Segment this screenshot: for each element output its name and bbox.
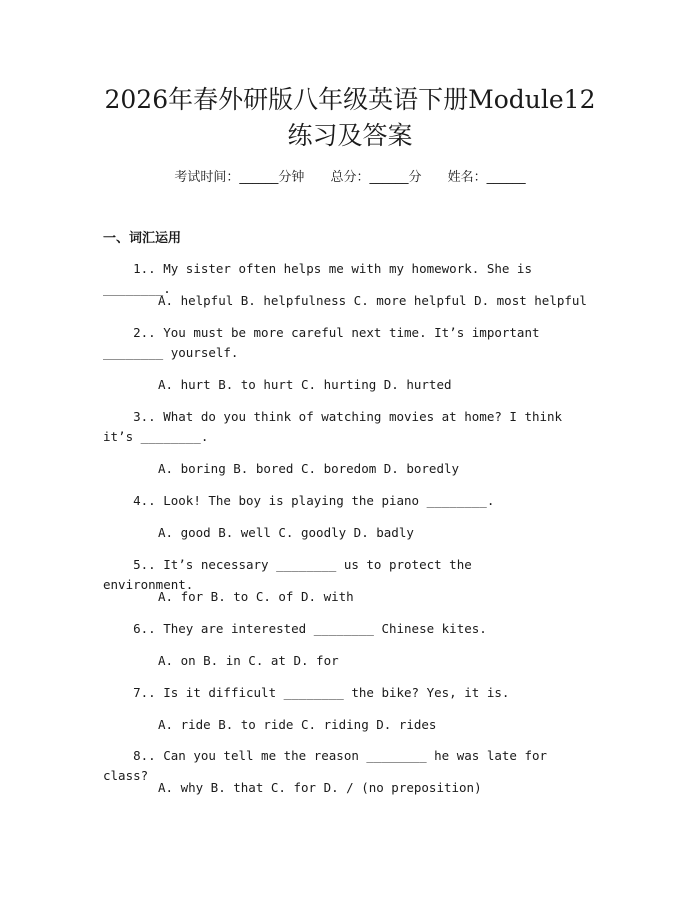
question-8: 8.. Can you tell me the reason ________ he was late for class? bbox=[103, 748, 555, 783]
question-7: 7.. Is it difficult ________ the bike? Yes, it is. bbox=[103, 685, 510, 700]
question-5: 5.. It’s necessary ________ us to protect the environment. bbox=[103, 557, 480, 592]
question-4: 4.. Look! The boy is playing the piano ________. bbox=[103, 493, 495, 508]
section-title: 一、词汇运用 bbox=[103, 231, 182, 246]
question-1: 1.. My sister often helps me with my homework. She is ________. bbox=[103, 261, 540, 296]
question-7-options: A. ride B. to ride C. riding D. rides bbox=[158, 717, 437, 732]
question-1-options: A. helpful B. helpfulness C. more helpful D. most helpful bbox=[158, 293, 587, 308]
question-2: 2.. You must be more careful next time. It’s important ________ yourself. bbox=[103, 325, 548, 360]
time-label: 考试时间：______分钟 bbox=[174, 170, 305, 185]
question-2-options: A. hurt B. to hurt C. hurting D. hurted bbox=[158, 377, 452, 392]
question-8-options: A. why B. that C. for D. / (no preposition) bbox=[158, 780, 482, 795]
page-title-line2: 练习及答案 bbox=[287, 121, 413, 150]
question-3: 3.. What do you think of watching movies at home? I think it’s ________. bbox=[103, 409, 570, 444]
question-3-options: A. boring B. bored C. boredom D. boredly bbox=[158, 461, 460, 476]
title-block bbox=[60, 82, 640, 154]
question-6-options: A. on B. in C. at D. for bbox=[158, 653, 339, 668]
score-label: 总分：______分 bbox=[330, 170, 422, 185]
question-6: 6.. They are interested ________ Chinese kites. bbox=[103, 621, 487, 636]
question-5-options: A. for B. to C. of D. with bbox=[158, 589, 354, 604]
exam-meta bbox=[0, 168, 700, 188]
question-4-options: A. good B. well C. goodly D. badly bbox=[158, 525, 414, 540]
name-label: 姓名：______ bbox=[447, 170, 526, 185]
page-title-line1: 2026年春外研版八年级英语下册Module12 bbox=[104, 85, 596, 114]
